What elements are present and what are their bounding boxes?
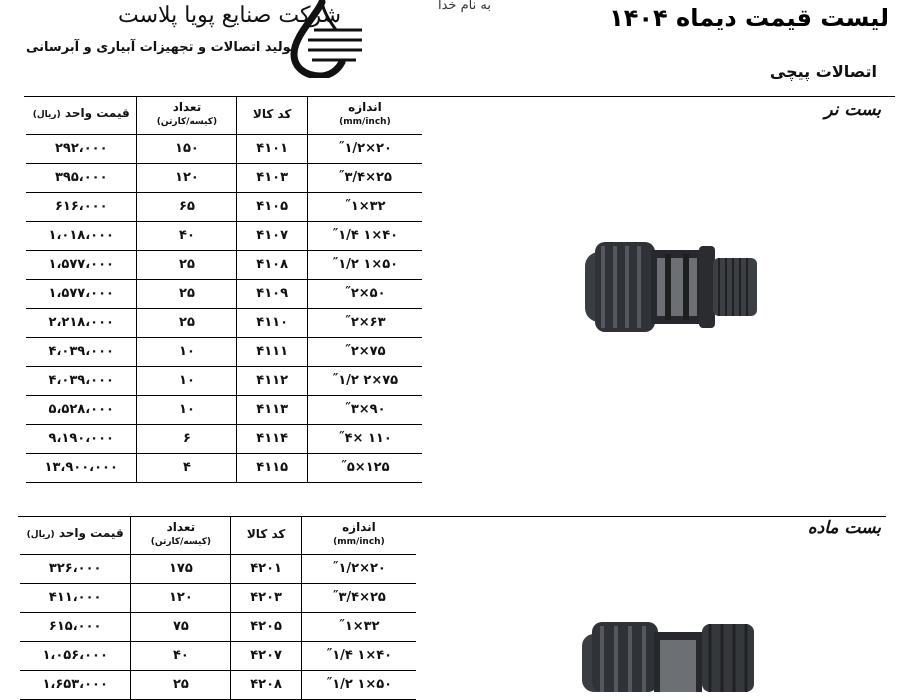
company-name: شرکت صنایع پویا پلاست [118, 3, 342, 28]
cell-code: ۴۲۰۱ [231, 554, 301, 583]
table-row [26, 250, 422, 279]
cell-price: ۲،۲۱۸،۰۰۰ [26, 308, 137, 337]
cell-count: ۷۵ [131, 612, 231, 641]
cell-size: ۲۰×۱/۲˝ [301, 554, 416, 583]
col-header-count: تعداد (کیسه/کارتن) [137, 96, 237, 134]
price-table-female-adapter [20, 516, 416, 700]
table-row [26, 308, 422, 337]
cell-count: ۱۵۰ [137, 134, 237, 163]
cell-count: ۱۷۵ [131, 554, 231, 583]
table-row [26, 192, 422, 221]
table-row [26, 279, 422, 308]
cell-count: ۲۵ [137, 250, 237, 279]
category-subtitle: اتصالات پیچی [769, 62, 877, 81]
col-header-price: قیمت واحد (ریال) [26, 96, 137, 134]
cell-code: ۴۱۰۱ [237, 134, 307, 163]
cell-size: ۹۰×۳˝ [307, 395, 422, 424]
cell-size: ۲۰×۱/۲˝ [307, 134, 422, 163]
cell-code: ۴۲۰۵ [231, 612, 301, 641]
cell-size: ۲۵×۳/۴˝ [307, 163, 422, 192]
cell-price: ۱،۰۵۶،۰۰۰ [20, 641, 131, 670]
cell-code: ۴۱۰۸ [237, 250, 307, 279]
table-row [26, 163, 422, 192]
col-header-size: اندازه (mm/inch) [301, 516, 416, 554]
table-row [26, 395, 422, 424]
cell-count: ۲۵ [137, 279, 237, 308]
cell-code: ۴۱۰۹ [237, 279, 307, 308]
table-row [26, 366, 422, 395]
cell-code: ۴۱۱۲ [237, 366, 307, 395]
table-row [26, 221, 422, 250]
cell-price: ۱،۰۱۸،۰۰۰ [26, 221, 137, 250]
cell-code: ۴۱۰۵ [237, 192, 307, 221]
col-header-price: قیمت واحد (ریال) [20, 516, 131, 554]
cell-count: ۴ [137, 453, 237, 482]
cell-price: ۱۳،۹۰۰،۰۰۰ [26, 453, 137, 482]
table-row [26, 337, 422, 366]
cell-size: ۱۱۰ ×۴˝ [307, 424, 422, 453]
page-title: لیست قیمت دیماه ۱۴۰۴ [609, 4, 889, 32]
cell-code: ۴۱۱۱ [237, 337, 307, 366]
cell-size: ۵۰×۲˝ [307, 279, 422, 308]
col-header-count: تعداد (کیسه/کارتن) [131, 516, 231, 554]
col-header-code: کد کالا [237, 96, 307, 134]
cell-code: ۴۱۱۵ [237, 453, 307, 482]
table-row [20, 612, 416, 641]
cell-count: ۴۰ [137, 221, 237, 250]
cell-size: ۷۵×۲˝ [307, 337, 422, 366]
cell-size: ۳۲×۱˝ [307, 192, 422, 221]
cell-price: ۱،۶۵۳،۰۰۰ [20, 670, 131, 699]
table-row [26, 453, 422, 482]
cell-price: ۴۱۱،۰۰۰ [20, 583, 131, 612]
cell-price: ۳۹۵،۰۰۰ [26, 163, 137, 192]
female-adapter-fitting-image [582, 612, 762, 692]
cell-price: ۴،۰۳۹،۰۰۰ [26, 366, 137, 395]
cell-price: ۶۱۶،۰۰۰ [26, 192, 137, 221]
cell-code: ۴۲۰۳ [231, 583, 301, 612]
cell-count: ۱۲۰ [137, 163, 237, 192]
cell-price: ۹،۱۹۰،۰۰۰ [26, 424, 137, 453]
cell-size: ۷۵×۲ ۱/۲˝ [307, 366, 422, 395]
water-drop-logo-icon [286, 0, 366, 78]
cell-size: ۲۵×۳/۴˝ [301, 583, 416, 612]
cell-code: ۴۱۰۷ [237, 221, 307, 250]
cell-size: ۵۰×۱ ۱/۲˝ [307, 250, 422, 279]
cell-price: ۶۱۵،۰۰۰ [20, 612, 131, 641]
price-table-male-adapter [26, 96, 422, 483]
table-row [26, 134, 422, 163]
cell-code: ۴۱۱۳ [237, 395, 307, 424]
cell-count: ۶۵ [137, 192, 237, 221]
cell-count: ۱۰ [137, 337, 237, 366]
col-header-code: کد کالا [231, 516, 301, 554]
cell-count: ۱۰ [137, 366, 237, 395]
table-row [20, 554, 416, 583]
cell-price: ۴،۰۳۹،۰۰۰ [26, 337, 137, 366]
cell-code: ۴۲۰۸ [231, 670, 301, 699]
table-row [20, 583, 416, 612]
col-header-size: اندازه (mm/inch) [307, 96, 422, 134]
table-row [26, 424, 422, 453]
cell-code: ۴۱۰۳ [237, 163, 307, 192]
cell-size: ۱۲۵×۵˝ [307, 453, 422, 482]
cell-count: ۱۰ [137, 395, 237, 424]
cell-code: ۴۱۱۰ [237, 308, 307, 337]
section-title-male-adapter: بست نر [824, 100, 881, 120]
cell-size: ۴۰×۱ ۱/۴˝ [301, 641, 416, 670]
cell-price: ۵،۵۲۸،۰۰۰ [26, 395, 137, 424]
cell-price: ۲۹۲،۰۰۰ [26, 134, 137, 163]
cell-count: ۲۵ [137, 308, 237, 337]
bismillah-text: به نام خدا [438, 0, 491, 13]
cell-size: ۶۳×۲˝ [307, 308, 422, 337]
table-row [20, 641, 416, 670]
cell-price: ۱،۵۷۷،۰۰۰ [26, 279, 137, 308]
cell-code: ۴۱۱۴ [237, 424, 307, 453]
cell-count: ۶ [137, 424, 237, 453]
cell-size: ۳۲×۱˝ [301, 612, 416, 641]
company-tagline: تولید اتصالات و تجهیزات آبیاری و آبرسانی [26, 40, 296, 55]
cell-price: ۳۲۶،۰۰۰ [20, 554, 131, 583]
male-adapter-fitting-image [585, 232, 765, 342]
cell-count: ۲۵ [131, 670, 231, 699]
cell-count: ۱۲۰ [131, 583, 231, 612]
cell-size: ۵۰×۱ ۱/۲˝ [301, 670, 416, 699]
cell-size: ۴۰×۱ ۱/۴˝ [307, 221, 422, 250]
section-title-female-adapter: بست ماده [807, 518, 881, 538]
table-row [20, 670, 416, 699]
cell-price: ۱،۵۷۷،۰۰۰ [26, 250, 137, 279]
cell-code: ۴۲۰۷ [231, 641, 301, 670]
cell-count: ۴۰ [131, 641, 231, 670]
